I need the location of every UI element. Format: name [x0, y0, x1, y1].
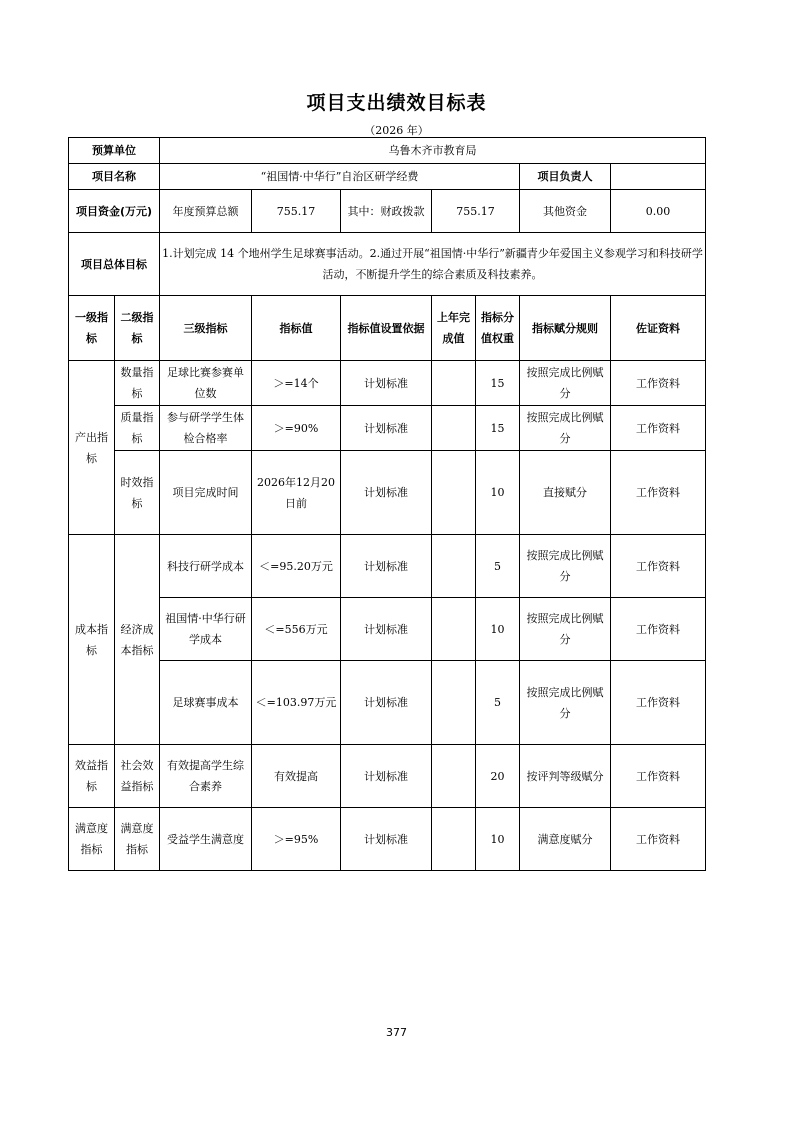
header-level1: 一级指标: [69, 296, 115, 361]
project-leader-value: [611, 164, 706, 190]
goal-label: 项目总体目标: [69, 233, 160, 296]
indicator-weight: 20: [476, 745, 520, 808]
evidence: 工作资料: [611, 661, 706, 745]
scoring-rule: 按照完成比例赋分: [520, 361, 611, 406]
page-number: 377: [386, 1026, 407, 1039]
fiscal-label: 其中：财政拨款: [341, 190, 432, 233]
level3-indicator: 有效提高学生综合素养: [160, 745, 252, 808]
last-year-value: [432, 661, 476, 745]
indicator-basis: 计划标准: [341, 598, 432, 661]
project-name-label: 项目名称: [69, 164, 160, 190]
fiscal-value: 755.17: [432, 190, 520, 233]
header-value: 指标值: [252, 296, 341, 361]
level2-indicator: 经济成本指标: [115, 535, 160, 745]
indicator-basis: 计划标准: [341, 406, 432, 451]
level3-indicator: 足球赛事成本: [160, 661, 252, 745]
level2-indicator: 质量指标: [115, 406, 160, 451]
last-year-value: [432, 535, 476, 598]
header-level2: 二级指标: [115, 296, 160, 361]
annual-budget-label: 年度预算总额: [160, 190, 252, 233]
level3-indicator: 祖国情·中华行研学成本: [160, 598, 252, 661]
scoring-rule: 按评判等级赋分: [520, 745, 611, 808]
indicator-row: [69, 406, 706, 451]
evidence: 工作资料: [611, 808, 706, 871]
indicator-basis: 计划标准: [341, 808, 432, 871]
unit-label: 预算单位: [69, 138, 160, 164]
indicator-row: [69, 451, 706, 535]
indicator-weight: 5: [476, 661, 520, 745]
annual-budget-value: 755.17: [252, 190, 341, 233]
indicator-basis: 计划标准: [341, 451, 432, 535]
year-subtitle: （2026 年）: [364, 124, 429, 137]
evidence: 工作资料: [611, 451, 706, 535]
evidence: 工作资料: [611, 745, 706, 808]
page-title: 项目支出绩效目标表: [306, 92, 487, 114]
unit-value: 乌鲁木齐市教育局: [160, 138, 706, 164]
indicator-row: [69, 661, 706, 745]
last-year-value: [432, 808, 476, 871]
header-evidence: 佐证资料: [611, 296, 706, 361]
scoring-rule: 按照完成比例赋分: [520, 406, 611, 451]
level3-indicator: 受益学生满意度: [160, 808, 252, 871]
level3-indicator: 项目完成时间: [160, 451, 252, 535]
header-level3: 三级指标: [160, 296, 252, 361]
scoring-rule: 按照完成比例赋分: [520, 598, 611, 661]
indicator-value: ＞=14个: [252, 361, 341, 406]
indicator-value: ＞=95%: [252, 808, 341, 871]
scoring-rule: 满意度赋分: [520, 808, 611, 871]
indicator-row: [69, 745, 706, 808]
project-leader-label: 项目负责人: [520, 164, 611, 190]
indicator-value: ＞=90%: [252, 406, 341, 451]
evidence: 工作资料: [611, 406, 706, 451]
indicator-weight: 5: [476, 535, 520, 598]
indicator-row: [69, 361, 706, 406]
header-basis: 指标值设置依据: [341, 296, 432, 361]
level3-indicator: 科技行研学成本: [160, 535, 252, 598]
level1-indicator: 成本指标: [69, 535, 115, 745]
header-weight: 指标分值权重: [476, 296, 520, 361]
project-name-value: “祖国情·中华行”自治区研学经费: [160, 164, 520, 190]
evidence: 工作资料: [611, 535, 706, 598]
indicator-weight: 10: [476, 598, 520, 661]
indicator-weight: 10: [476, 451, 520, 535]
level2-indicator: 社会效益指标: [115, 745, 160, 808]
header-rule: 指标赋分规则: [520, 296, 611, 361]
indicator-row: [69, 808, 706, 871]
indicator-basis: 计划标准: [341, 745, 432, 808]
goal-text: 1.计划完成 14 个地州学生足球赛事活动。2.通过开展“祖国情·中华行”新疆青少年爱国主义参观学习和科技研学活动，不断提升学生的综合素质及科技素养。: [160, 233, 706, 296]
last-year-value: [432, 406, 476, 451]
level2-indicator: 满意度指标: [115, 808, 160, 871]
indicator-basis: 计划标准: [341, 661, 432, 745]
level2-indicator: 数量指标: [115, 361, 160, 406]
indicator-value: 2026年12月20日前: [252, 451, 341, 535]
level1-indicator: 效益指标: [69, 745, 115, 808]
indicator-weight: 15: [476, 361, 520, 406]
indicator-row: [69, 535, 706, 598]
level3-indicator: 足球比赛参赛单位数: [160, 361, 252, 406]
evidence: 工作资料: [611, 361, 706, 406]
evidence: 工作资料: [611, 598, 706, 661]
level1-indicator: 产出指标: [69, 361, 115, 535]
indicator-basis: 计划标准: [341, 535, 432, 598]
other-funds-value: 0.00: [611, 190, 706, 233]
level3-indicator: 参与研学学生体检合格率: [160, 406, 252, 451]
indicator-basis: 计划标准: [341, 361, 432, 406]
header-last-year: 上年完成值: [432, 296, 476, 361]
level1-indicator: 满意度指标: [69, 808, 115, 871]
level2-indicator: 时效指标: [115, 451, 160, 535]
indicator-weight: 15: [476, 406, 520, 451]
last-year-value: [432, 745, 476, 808]
scoring-rule: 按照完成比例赋分: [520, 661, 611, 745]
indicator-row: [69, 598, 706, 661]
scoring-rule: 按照完成比例赋分: [520, 535, 611, 598]
indicator-weight: 10: [476, 808, 520, 871]
other-funds-label: 其他资金: [520, 190, 611, 233]
performance-table: [68, 137, 706, 871]
indicator-value: ＜=95.20万元: [252, 535, 341, 598]
indicator-value: 有效提高: [252, 745, 341, 808]
last-year-value: [432, 361, 476, 406]
last-year-value: [432, 598, 476, 661]
indicator-value: ＜=103.97万元: [252, 661, 341, 745]
indicator-value: ＜=556万元: [252, 598, 341, 661]
funds-label: 项目资金(万元): [69, 190, 160, 233]
last-year-value: [432, 451, 476, 535]
scoring-rule: 直接赋分: [520, 451, 611, 535]
